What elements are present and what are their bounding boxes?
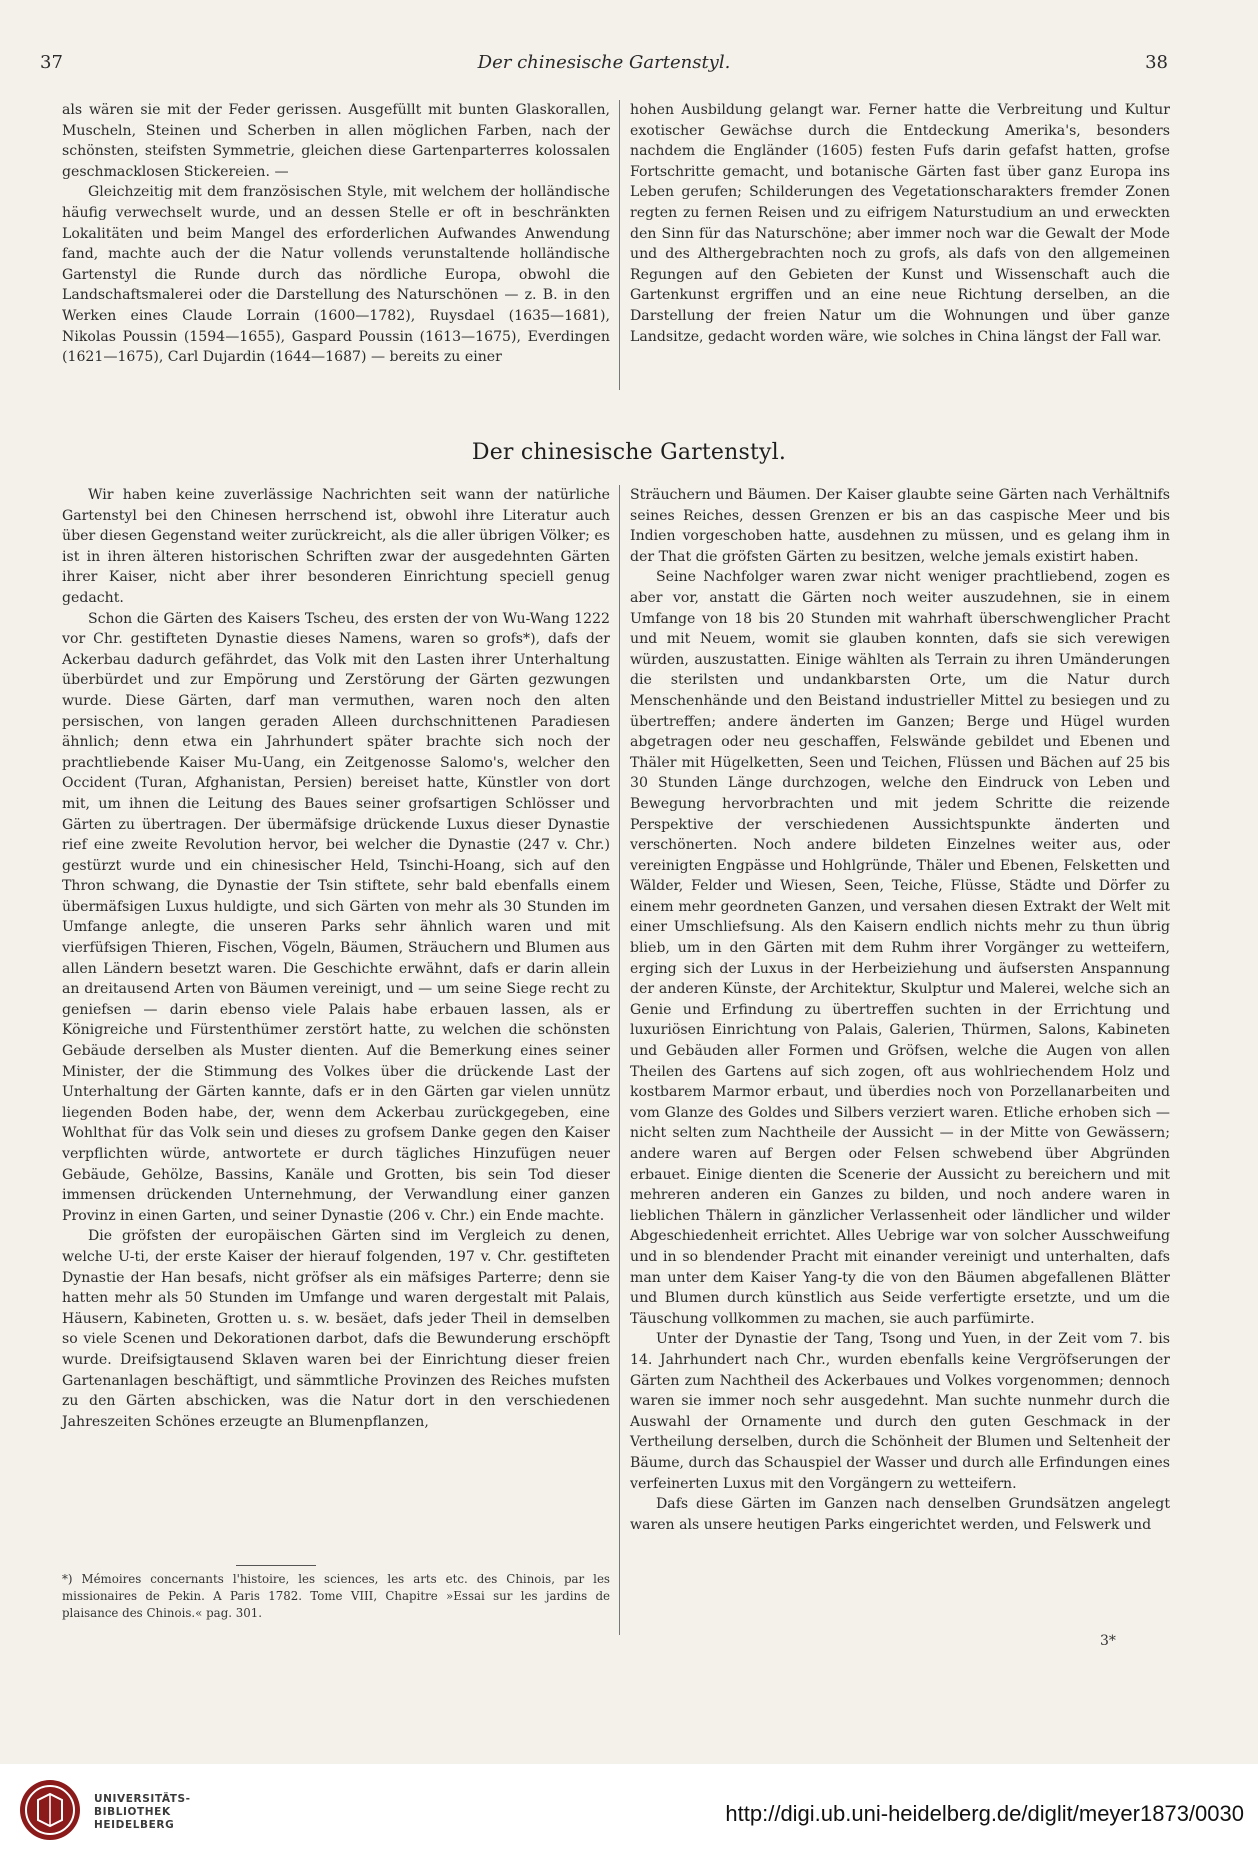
column-divider-main xyxy=(619,485,620,1635)
section-title: Der chinesische Gartenstyl. xyxy=(471,440,787,465)
library-name-line: HEIDELBERG xyxy=(94,1819,175,1831)
library-name-line: BIBLIOTHEK xyxy=(94,1806,171,1818)
paragraph: als wären sie mit der Feder gerissen. Ausgefüllt mit bunten Glaskorallen, Muscheln, Steinen und Scherben in allen möglichen Farben, nach der schönsten, steifsten Symmetrie, gleichen diese Gartenparterres kolossalen geschmacklosen Stickereien. — xyxy=(62,102,610,180)
top-left-column xyxy=(62,100,610,368)
library-name xyxy=(94,1793,191,1832)
main-right-column xyxy=(630,485,1170,1535)
paragraph: Wir haben keine zuverlässige Nachrichten seit wann der natürliche Gartenstyl bei den Chinesen herrschend ist, obwohl ihre Literatur auch über diesen Gegenstand weiter zurückreicht, als die aller übrigen Völker; es ist in ihren älteren historischen Schriften zwar der ausgedehnten Gärten ihrer Kaiser, nicht aber ihrer besonderen Einrichtung speciell genug gedacht. xyxy=(62,487,610,606)
footnote-rule xyxy=(236,1565,316,1566)
footnote: *) Mémoires concernants l'histoire, les sciences, les arts etc. des Chinois, par les missionaires de Pekin. A Paris 1782. Tome VIII, Chapitre »Essai sur les jardins de plaisance des Chinois.« pag. 301. xyxy=(62,1572,610,1620)
page-header xyxy=(40,52,1168,80)
signature-mark: 3* xyxy=(1100,1633,1116,1649)
paragraph: Die gröfsten der europäischen Gärten sind im Vergleich zu denen, welche U-ti, der erste Kaiser der hierauf folgenden, 197 v. Chr. gestifteten Dynastie der Han besafs, nicht gröfser als ein mäfsiges Parterre; denn sie hatten mehr als 50 Stunden im Umfange und waren dergestalt mit Palais, Häusern, Kabineten, Grotten u. s. w. besäet, dafs jeder Theil in demselben so viele Scenen und Dekorationen darbot, dafs die Bewunderung erschöpft wurde. Dreifsigtausend Sklaven waren bei der Einrichtung dieser freien Gartenanlagen beschäftigt, und sämmtliche Provinzen des Reiches mufsten zu den Gärten abschicken, was die Natur dort in den verschiedenen Jahreszeiten Schönes erzeugte an Blumenpflanzen, xyxy=(62,1228,610,1430)
viewer-footer xyxy=(0,1764,1258,1854)
page-number-right: 38 xyxy=(1145,52,1168,73)
paragraph: Sträuchern und Bäumen. Der Kaiser glaubte seine Gärten nach Verhältnifs seines Reiches, dessen Grenzen er bis an das caspische Meer und bis Indien vorgeschoben hatte, ausdehnen zu müssen, und es gelang ihm in der That die gröfsten Gärten zu besitzen, welche jemals existirt haben. xyxy=(630,487,1170,565)
running-title: Der chinesische Gartenstyl. xyxy=(477,52,731,73)
document-url-link[interactable]: http://digi.ub.uni-heidelberg.de/diglit/meyer1873/0030 xyxy=(725,1801,1244,1826)
main-left-column xyxy=(62,485,610,1432)
paragraph: hohen Ausbildung gelangt war. Ferner hatte die Verbreitung und Kultur exotischer Gewächse durch die Entdeckung Amerika's, besonders nachdem die Engländer (1605) festen Fufs darin gefafst hatten, grofse Fortschritte gemacht, und botanische Gärten fast über ganz Europa ins Leben gerufen; Schilderungen des Vegetationscharakters fremder Zonen regten zu fernen Reisen und zu eifrigem Naturstudium an und erweckten den Sinn für das Naturschöne; aber immer noch war die Gewalt der Mode und des Althergebrachten noch zu grofs, als dafs von den allgemeinen Regungen auf den Gebieten der Kunst und Wissenschaft auch die Gartenkunst ergriffen und an eine neue Richtung derselben, an die Darstellung der freien Natur um die Wohnungen und über ganze Landsitze, gedacht worden wäre, wie solches in China längst der Fall war. xyxy=(630,102,1170,345)
top-right-column xyxy=(630,100,1170,347)
paragraph: Gleichzeitig mit dem französischen Style, mit welchem der holländische häufig verwechselt wurde, und an dessen Stelle er oft in beschränkten Lokalitäten und beim Mangel des erforderlichen Aufwandes Anwendung fand, machte auch der die Natur vollends verunstaltende holländische Gartenstyl die Runde durch das nördliche Europa, obwohl die Landschaftsmalerei oder die Darstellung des Naturschönen — z. B. in den Werken eines Claude Lorrain (1600—1782), Ruysdael (1635—1681), Nikolas Poussin (1594—1655), Gaspard Poussin (1613—1675), Everdingen (1621—1675), Carl Dujardin (1644—1687) — bereits zu einer xyxy=(62,184,610,366)
paragraph: Dafs diese Gärten im Ganzen nach denselben Grundsätzen angelegt waren als unsere heutigen Parks eingerichtet werden, und Felswerk und xyxy=(630,1496,1170,1533)
paragraph: Unter der Dynastie der Tang, Tsong und Yuen, in der Zeit vom 7. bis 14. Jahrhundert nach Chr., wurden ebenfalls keine Vergröfserungen der Gärten zum Nachtheil des Ackerbaues und Volkes vorgenommen; dennoch waren sie immer noch sehr ausgedehnt. Man suchte nunmehr durch die Auswahl der Ornamente und durch den guten Geschmack in der Vertheilung derselben, durch die Schönheit der Blumen und Seltenheit der Bäume, durch das Schauspiel der Wasser und durch alle Erfindungen eines verfeinerten Luxus mit den Vorgängern zu wetteifern. xyxy=(630,1331,1170,1492)
paragraph: Schon die Gärten des Kaisers Tscheu, des ersten der von Wu-Wang 1222 vor Chr. gestifteten Dynastie dieses Namens, waren so grofs*), dafs der Ackerbau dadurch gefährdet, das Volk mit den Lasten ihrer Unterhaltung überbürdet und zur Empörung und Zerstörung der Gärten gezwungen wurde. Diese Gärten, darf man vermuthen, waren noch den alten persischen, von langen geraden Alleen durchschnittenen Paradiesen ähnlich; denn etwa ein Jahrhundert später brachte sich noch der prachtliebende Kaiser Mu-Uang, ein Zeitgenosse Salomo's, welcher den Occident (Turan, Afghanistan, Persien) bereiset hatte, Künstler von dort mit, um ihnen die Leitung des Baues seiner grofsartigen Schlösser und Gärten zu übertragen. Der übermäfsige drückende Luxus dieser Dynastie rief eine zweite Revolution hervor, bei welcher die Dynastie (247 v. Chr.) gestürzt wurde und ein chinesischer Held, Tsinchi-Hoang, sich auf den Thron schwang, die Dynastie der Tsin stiftete, sehr bald ebenfalls einem übermäfsigen Luxus huldigte, und sich Gärten von mehr als 30 Stunden im Umfange anlegte, die unseren Parks sehr ähnlich waren und mit vierfüfsigen Thieren, Fischen, Vögeln, Bäumen, Sträuchern und Blumen aus allen Ländern besetzt waren. Die Geschichte erwähnt, dafs er darin allein an dreitausend Arten von Bäumen vereinigt, und — um seine Siege recht zu geniefsen — darin ebenso viele Palais habe erbauen lassen, als er Königreiche und Fürstenthümer zerstört hatte, zu welchen die schönsten Gebäude derselben als Muster dienten. Auf die Bemerkung eines seiner Minister, der die Stimmung des Volkes über die drückende Last der Unterhaltung der Gärten kannte, dafs er in den Gärten gar vielen unnütz liegenden Boden habe, der, wenn dem Ackerbau zurückgegeben, eine Wohlthat für das Volk sein und dieses zu grofsem Danke gegen den Kaiser verpflichten würde, antwortete er durch tägliches Hinzufügen neuer Gebäude, Gehölze, Bassins, Kanäle und Grotten, bis sein Tod dieser immensen drückenden Unternehmung, der Verwandlung einer ganzen Provinz in einen Garten, und seiner Dynastie (206 v. Chr.) ein Ende machte. xyxy=(62,610,610,1224)
paragraph: Seine Nachfolger waren zwar nicht weniger prachtliebend, zogen es aber vor, anstatt die Gärten noch weiter auszudehnen, sie in einem Umfange von 18 bis 20 Stunden mit wahrhaft überschwenglicher Pracht und mit Neuem, womit sie glauben konnten, dafs sie sich verewigen würden, auszustatten. Einige wählten als Terrain zu ihren Umänderungen die sterilsten und undankbarsten Orte, um die Natur durch Menschenhände und den Beistand industrieller Mittel zu besiegen und zu übertreffen; andere änderten im Ganzen; Berge und Hügel wurden abgetragen oder neu geschaffen, Felswände gebildet und Ebenen und Thäler mit Hügelketten, Seen und Teichen, Flüssen und Bächen auf 25 bis 30 Stunden Länge durchzogen, welche den Eindruck von Leben und Bewegung hervorbrachten und mit jedem Schritte die reizende Perspektive der verschiedenen Aussichtspunkte änderten und verschönerten. Noch andere bildeten Einzelnes weiter aus, oder vereinigten Engpässe und Hohlgründe, Thäler und Ebenen, Felsketten und Wälder, Felder und Wiesen, Seen, Teiche, Flüsse, Städte und Dörfer zu einem mehr geordneten Ganzen, und versahen diesen Extrakt der Welt mit einer Umschliefsung. Als den Kaisern endlich nichts mehr zu thun übrig blieb, um in den Gärten mit dem Ruhm ihrer Vorgänger zu wetteifern, erging sich der Luxus in der Herbeiziehung und äufsersten Anspannung der anderen Künste, der Architektur, Skulptur und Malerei, welche sich an Genie und Erfindung zu übertreffen suchten in der Errichtung und luxuriösen Einrichtung von Palais, Galerien, Thürmen, Salons, Kabineten und Gebäuden aller Formen und Gröfsen, welche die Augen von allen Theilen des Gartens auf sich zogen, oft aus wohlriechendem Holz und kostbarem Marmor erbaut, und überdies noch von Porzellanarbeiten und vom Glanze des Goldes und Silbers verziert waren. Etliche erhoben sich — nicht selten zum Nachtheile der Aussicht — in der Mitte von Gewässern; andere waren auf Bergen oder Felsen schwebend über Abgründen erbauet. Einige dienten die Scenerie der Aussicht zu bereichern und mit mehreren anderen ein Ganzes zu bilden, und noch andere waren in lieblichen Thälern in gänzlicher Verlassenheit oder ländlicher und wilder Abgeschiedenheit errichtet. Alles Uebrige war von solcher Ausschweifung und in so blendender Pracht mit einander vereinigt und unterhalten, dafs man unter dem Kaiser Yang-ty die von den Bäumen abgefallenen Blätter und Blumen durch künstlich aus Seide verfertigte ersetzte, und um die Täuschung vollkommen zu machen, sie auch parfümirte. xyxy=(630,569,1170,1327)
column-divider-top xyxy=(619,100,620,390)
library-name-line: UNIVERSITÄTS- xyxy=(94,1793,191,1805)
university-library-logo-icon xyxy=(18,1778,82,1842)
page-number-left: 37 xyxy=(40,52,63,73)
